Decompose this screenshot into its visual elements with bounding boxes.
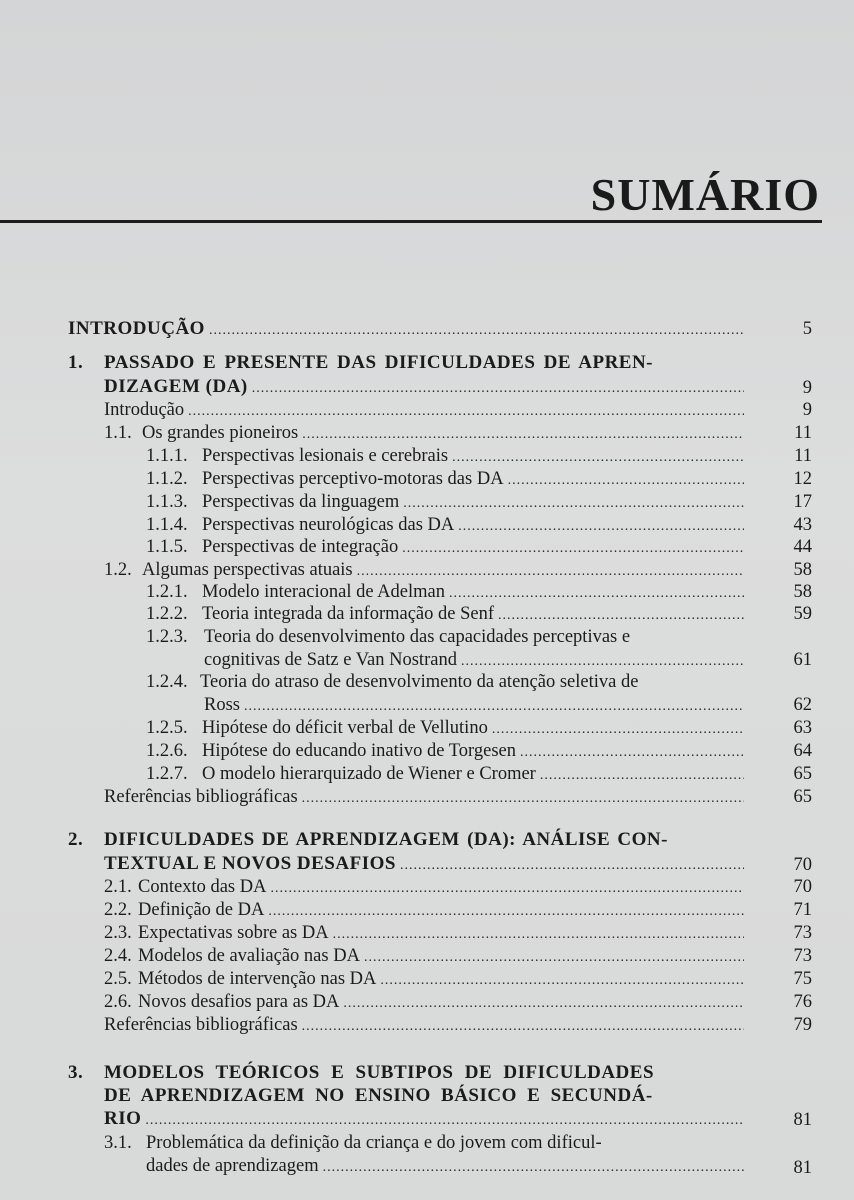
entry-label: Definição de DA xyxy=(138,900,265,920)
entry-page: 59 xyxy=(793,604,812,624)
ch1-title-line2: DIZAGEM (DA) xyxy=(104,376,248,397)
ch1-number: 1. xyxy=(68,352,84,373)
entry-label: Perspectivas neurológicas das DA xyxy=(202,515,455,535)
ch2-title-line2: TEXTUAL E NOVOS DESAFIOS xyxy=(104,853,396,874)
entry-number: 2.3. xyxy=(104,923,132,943)
entry-1-2-3-line2: cognitivas de Satz e Van Nostrand xyxy=(204,650,457,670)
entry-label: Referências bibliográficas xyxy=(104,1015,298,1035)
entry-3-1-page: 81 xyxy=(793,1158,812,1178)
leader-dots xyxy=(520,745,744,761)
entry-label: Perspectivas lesionais e cerebrais xyxy=(202,446,449,466)
entry-number: 1.1.1. xyxy=(146,446,188,466)
leader-dots xyxy=(461,654,744,670)
entry-number: 1.2.7. xyxy=(146,764,188,784)
entry-page: 70 xyxy=(793,877,812,897)
entry-page: 65 xyxy=(793,764,812,784)
toc-entry[interactable] xyxy=(146,515,748,536)
ch2-page: 70 xyxy=(793,855,812,875)
entry-3-1[interactable] xyxy=(146,1156,748,1177)
leader-dots xyxy=(402,541,744,557)
leader-dots xyxy=(400,858,744,874)
toc-entry[interactable] xyxy=(146,764,748,785)
entry-page: 65 xyxy=(793,787,812,807)
entry-1-2-4[interactable] xyxy=(204,695,748,716)
entry-number: 2.1. xyxy=(104,877,132,897)
toc-entry[interactable] xyxy=(146,582,748,603)
leader-dots xyxy=(302,791,744,807)
entry-page: 76 xyxy=(793,992,812,1012)
entry-3-1-line1[interactable]: Problemática da definição da criança e do jovem com dificul- xyxy=(146,1133,602,1153)
entry-label: Contexto das DA xyxy=(138,877,267,897)
ch1-title-row[interactable] xyxy=(104,376,748,398)
entry-page: 44 xyxy=(793,537,812,557)
entry-label: Teoria integrada da informação de Senf xyxy=(202,604,494,624)
toc-entry[interactable] xyxy=(146,446,748,467)
toc-entry[interactable] xyxy=(104,969,748,990)
entry-page: 58 xyxy=(793,560,812,580)
entry-number: 1.2. xyxy=(104,560,132,580)
leader-dots xyxy=(209,323,744,339)
entry-1-2-3[interactable] xyxy=(204,650,748,671)
toc-entry[interactable] xyxy=(104,992,748,1013)
entry-3-1-line2: dades de aprendizagem xyxy=(146,1156,319,1176)
leader-dots xyxy=(458,519,744,535)
entry-label: Expectativas sobre as DA xyxy=(138,923,329,943)
ch3-title-line3: RIO xyxy=(104,1108,142,1129)
leader-dots xyxy=(302,1019,744,1035)
entry-page: 73 xyxy=(793,923,812,943)
entry-label: Métodos de intervenção nas DA xyxy=(138,969,377,989)
entry-label: Novos desafios para as DA xyxy=(138,992,340,1012)
leader-dots xyxy=(145,1113,744,1129)
leader-dots xyxy=(508,473,744,489)
entry-page: 71 xyxy=(793,900,812,920)
ch3-title-row[interactable] xyxy=(104,1108,748,1130)
leader-dots xyxy=(452,450,744,466)
entry-label: Modelo interacional de Adelman xyxy=(202,582,445,602)
entry-label: Perspectivas da linguagem xyxy=(202,492,400,512)
entry-1-2-4-line2: Ross xyxy=(204,695,240,715)
leader-dots xyxy=(244,699,744,715)
leader-dots xyxy=(357,564,744,580)
entry-number: 2.2. xyxy=(104,900,132,920)
entry-page: 43 xyxy=(793,515,812,535)
entry-page: 75 xyxy=(793,969,812,989)
leader-dots xyxy=(343,996,744,1012)
title-rule xyxy=(0,220,822,223)
toc-entry[interactable] xyxy=(104,400,748,421)
leader-dots xyxy=(323,1160,744,1176)
entry-label: Hipótese do déficit verbal de Vellutino xyxy=(202,718,488,738)
entry-number: 2.5. xyxy=(104,969,132,989)
toc-intro-page: 5 xyxy=(802,319,812,339)
entry-label: Introdução xyxy=(104,400,185,420)
entry-label: Referências bibliográficas xyxy=(104,787,298,807)
toc-entry[interactable] xyxy=(146,741,748,762)
entry-page: 63 xyxy=(793,718,812,738)
ch1-title-line1[interactable]: PASSADO E PRESENTE DAS DIFICULDADES DE APREN- xyxy=(104,352,654,373)
entry-label: Modelos de avaliação nas DA xyxy=(138,946,360,966)
leader-dots xyxy=(302,427,744,443)
entry-label: Algumas perspectivas atuais xyxy=(142,560,353,580)
toc-entry[interactable] xyxy=(104,560,748,581)
entry-page: 9 xyxy=(802,400,812,420)
entry-number: 2.6. xyxy=(104,992,132,1012)
entry-label: Perspectivas perceptivo-motoras das DA xyxy=(202,469,504,489)
toc-entry[interactable] xyxy=(104,923,748,944)
toc-entry[interactable] xyxy=(104,423,748,444)
leader-dots xyxy=(364,950,744,966)
entry-number: 1.2.5. xyxy=(146,718,188,738)
entry-page: 73 xyxy=(793,946,812,966)
ch3-title-line2[interactable]: DE APRENDIZAGEM NO ENSINO BÁSICO E SECUNDÁ- xyxy=(104,1085,653,1106)
page-title: SUMÁRIO xyxy=(590,169,820,220)
entry-page: 11 xyxy=(794,446,812,466)
toc-entry[interactable] xyxy=(146,469,748,490)
leader-dots xyxy=(252,381,744,397)
toc-entry[interactable] xyxy=(146,537,748,558)
toc-intro-label: INTRODUÇÃO xyxy=(68,318,205,339)
ch1-page: 9 xyxy=(802,378,812,398)
entry-number: 1.1.2. xyxy=(146,469,188,489)
entry-page: 64 xyxy=(793,741,812,761)
entry-label: Perspectivas de integração xyxy=(202,537,399,557)
toc-entry[interactable] xyxy=(146,604,748,625)
leader-dots xyxy=(449,586,744,602)
entry-number: 3.1. xyxy=(104,1133,132,1153)
ch2-title-row[interactable] xyxy=(104,853,748,875)
toc-entry[interactable] xyxy=(104,877,748,898)
entry-number: 1.1.4. xyxy=(146,515,188,535)
entry-number: 2.4. xyxy=(104,946,132,966)
leader-dots xyxy=(268,904,744,920)
leader-dots xyxy=(403,496,744,512)
ch3-number: 3. xyxy=(68,1062,84,1083)
entry-1-2-4-page: 62 xyxy=(793,695,812,715)
entry-number: 1.2.4. xyxy=(146,672,188,692)
ch3-title-line1[interactable]: MODELOS TEÓRICOS E SUBTIPOS DE DIFICULDADES xyxy=(104,1062,655,1083)
entry-page: 12 xyxy=(793,469,812,489)
toc-entry[interactable] xyxy=(146,492,748,513)
toc-entry[interactable] xyxy=(104,787,748,808)
entry-label: Hipótese do educando inativo de Torgesen xyxy=(202,741,516,761)
entry-number: 1.2.2. xyxy=(146,604,188,624)
toc-entry[interactable] xyxy=(104,946,748,967)
entry-number: 1.1.3. xyxy=(146,492,188,512)
entry-number: 1.2.1. xyxy=(146,582,188,602)
leader-dots xyxy=(498,608,744,624)
entry-1-2-3-line1[interactable]: Teoria do desenvolvimento das capacidades perceptivas e xyxy=(204,627,631,647)
entry-page: 11 xyxy=(794,423,812,443)
entry-1-2-4-line1[interactable]: Teoria do atraso de desenvolvimento da atenção seletiva de xyxy=(200,672,639,692)
entry-1-2-3-page: 61 xyxy=(793,650,812,670)
entry-label: O modelo hierarquizado de Wiener e Cromer xyxy=(202,764,536,784)
toc-entry[interactable] xyxy=(104,900,748,921)
leader-dots xyxy=(188,404,744,420)
ch2-number: 2. xyxy=(68,829,84,850)
ch2-title-line1[interactable]: DIFICULDADES DE APRENDIZAGEM (DA): ANÁLISE CON- xyxy=(104,829,668,850)
toc-entry[interactable] xyxy=(146,718,748,739)
entry-page: 79 xyxy=(793,1015,812,1035)
entry-page: 17 xyxy=(793,492,812,512)
leader-dots xyxy=(333,927,744,943)
entry-number: 1.2.3. xyxy=(146,627,188,647)
leader-dots xyxy=(492,722,744,738)
entry-number: 1.2.6. xyxy=(146,741,188,761)
entry-page: 58 xyxy=(793,582,812,602)
entry-label: Os grandes pioneiros xyxy=(142,423,299,443)
toc-entry[interactable] xyxy=(104,1015,748,1036)
leader-dots xyxy=(270,881,744,897)
entry-number: 1.1.5. xyxy=(146,537,188,557)
leader-dots xyxy=(540,768,744,784)
entry-number: 1.1. xyxy=(104,423,132,443)
ch3-page: 81 xyxy=(793,1110,812,1130)
toc-intro[interactable] xyxy=(68,318,748,340)
leader-dots xyxy=(380,973,744,989)
